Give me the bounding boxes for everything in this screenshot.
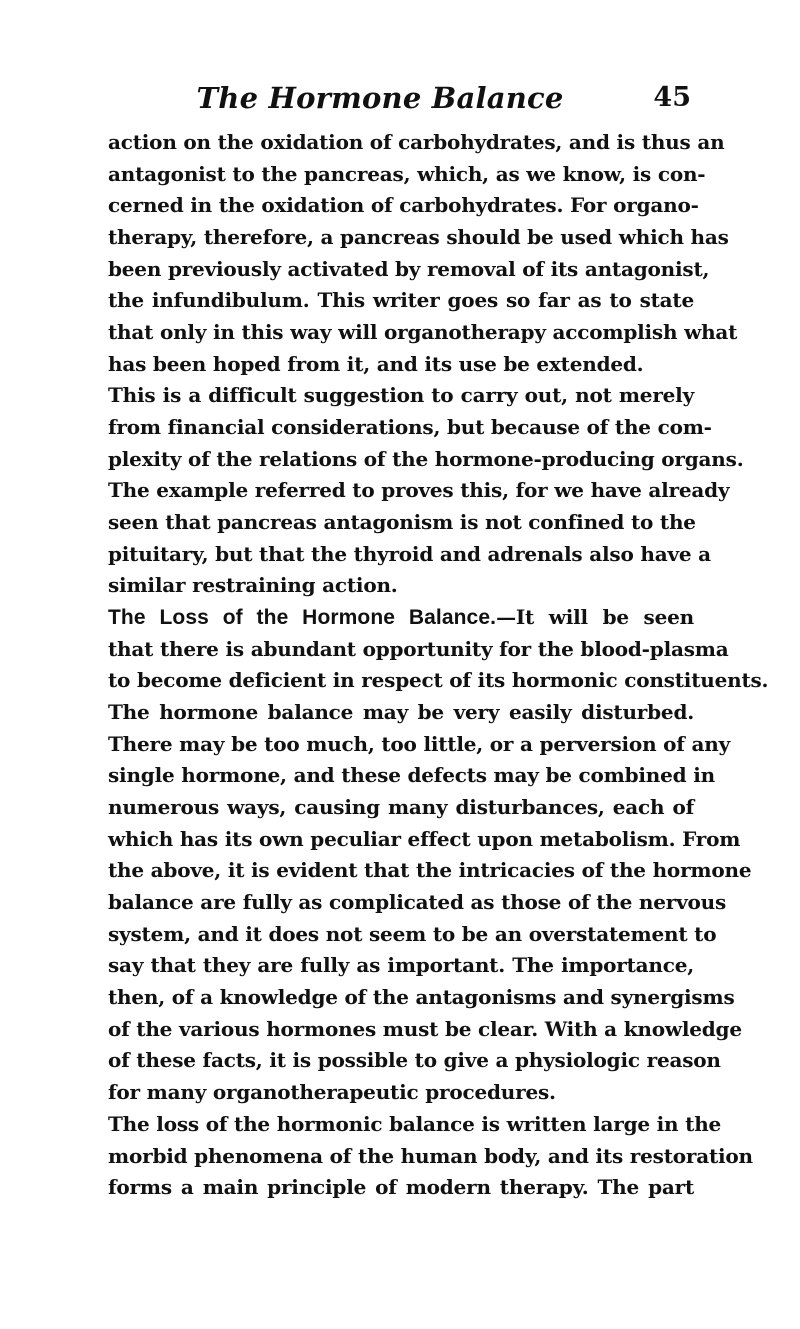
text-line: This is a difficult suggestion to carry out, not merely xyxy=(108,383,694,408)
text-line: plexity of the relations of the hormone-producing organs. xyxy=(108,446,744,471)
text-line: been previously activated by removal of its antagonist, xyxy=(108,256,710,281)
section-heading-line xyxy=(108,602,694,634)
section-heading-continuation: —It will be seen xyxy=(496,605,694,630)
text-line: single hormone, and these defects may be combined in xyxy=(108,763,715,788)
page-header xyxy=(0,78,800,118)
text-line: from financial considerations, but because of the com- xyxy=(108,415,712,440)
text-line: for many organotherapeutic procedures. xyxy=(108,1080,556,1105)
text-line: the above, it is evident that the intricacies of the hormone xyxy=(108,858,752,883)
section-heading: The Loss of the Hormone Balance. xyxy=(108,606,497,630)
text-line: therapy, therefore, a pancreas should be used which has xyxy=(108,225,729,250)
page-number: 45 xyxy=(653,82,691,113)
text-line: cerned in the oxidation of carbohydrates. For organo- xyxy=(108,193,699,218)
text-line: balance are fully as complicated as those of the nervous xyxy=(108,890,727,915)
body-text xyxy=(108,127,769,1204)
text-line: that only in this way will organotherapy accomplish what xyxy=(108,320,738,345)
text-line: to become deficient in respect of its hormonic constituents. xyxy=(108,668,769,693)
text-line: antagonist to the pancreas, which, as we know, is con- xyxy=(108,161,706,186)
text-line: The hormone balance may be very easily disturbed. xyxy=(108,700,694,725)
text-line: forms a main principle of modern therapy. The part xyxy=(108,1175,694,1200)
text-line: of the various hormones must be clear. With a knowledge xyxy=(108,1016,742,1041)
running-title: The Hormone Balance xyxy=(196,81,564,115)
text-line: The loss of the hormonic balance is written large in the xyxy=(108,1111,722,1136)
text-line: similar restraining action. xyxy=(108,573,398,598)
text-line: has been hoped from it, and its use be extended. xyxy=(108,351,644,376)
text-line: pituitary, but that the thyroid and adrenals also have a xyxy=(108,541,711,566)
text-line: seen that pancreas antagonism is not confined to the xyxy=(108,510,696,535)
text-line: which has its own peculiar effect upon metabolism. From xyxy=(108,826,741,851)
text-line: the infundibulum. This writer goes so far as to state xyxy=(108,288,694,313)
text-line: There may be too much, too little, or a perversion of any xyxy=(108,731,730,756)
text-line: morbid phenomena of the human body, and its restoration xyxy=(108,1143,753,1168)
text-line: say that they are fully as important. The importance, xyxy=(108,953,694,978)
text-line: The example referred to proves this, for we have already xyxy=(108,478,730,503)
text-line: system, and it does not seem to be an overstatement to xyxy=(108,921,717,946)
text-line: that there is abundant opportunity for the blood-plasma xyxy=(108,636,729,661)
text-line: then, of a knowledge of the antagonisms and synergisms xyxy=(108,985,735,1010)
text-line: of these facts, it is possible to give a physiologic reason xyxy=(108,1048,721,1073)
text-line: numerous ways, causing many disturbances, each of xyxy=(108,795,694,820)
text-line: action on the oxidation of carbohydrates, and is thus an xyxy=(108,130,725,154)
